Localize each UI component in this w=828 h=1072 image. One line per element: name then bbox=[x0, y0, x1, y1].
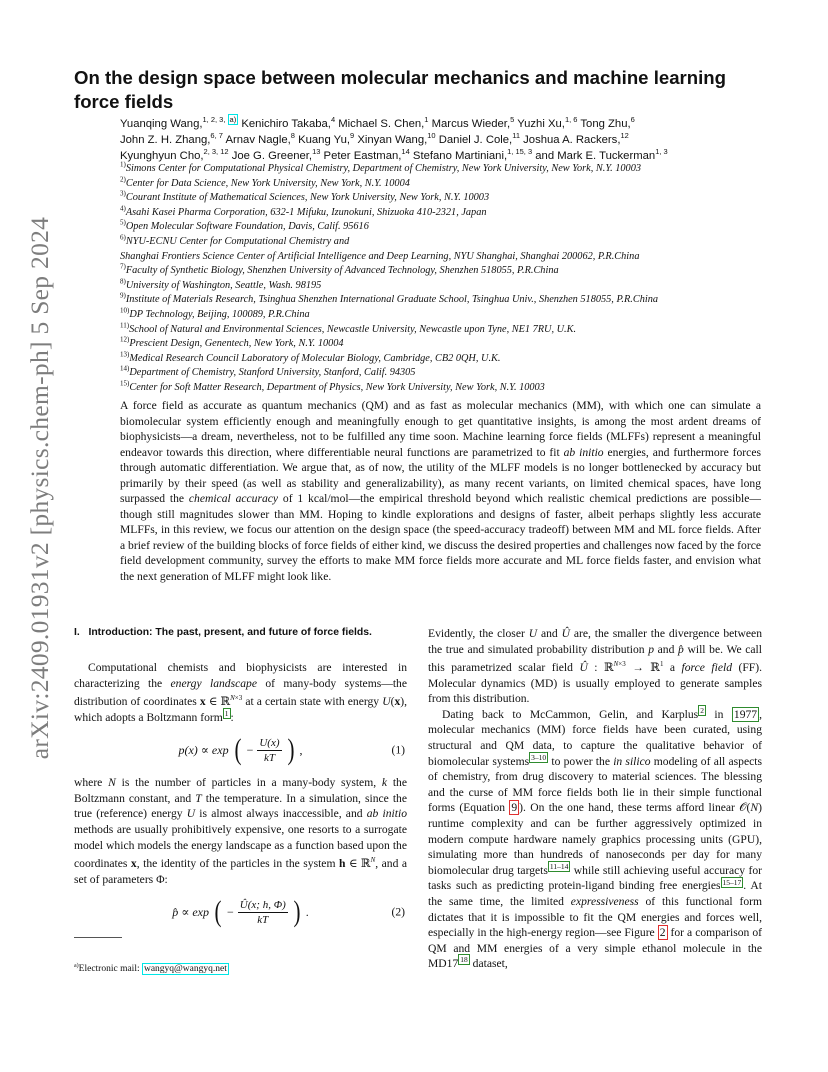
equation-2-fraction bbox=[238, 899, 288, 926]
affiliation-list bbox=[120, 162, 780, 396]
footnote-label: Electronic mail: bbox=[78, 964, 142, 974]
author-line-1: Yuanqing Wang,$^{1, 2, 3, a)}$ Kenichiro Takaba,$^4$ Michael S. Chen,$^1$ Marcus Wieder,$^5$ Yuzhi Xu,$^{1, 6}$ Tong Zhu,$^6$ bbox=[120, 115, 635, 130]
affiliation-text: Faculty of Synthetic Biology, Shenzhen University of Advanced Technology, Shenzhen 518055, P.R.China bbox=[125, 265, 559, 277]
abstract: A force field as accurate as quantum mechanics (QM) and as fast as molecular mechanics (MM), with which one can simulate a biomolecular system efficiently enough and meaningfully enough to get quantitative insights, is among the most ardent dreams of biophysicists—a dream, nevertheless, not to be fulfilled any time soon. Machine learning force fields (MLFFs) represent a meaningful endeavor towards this direction, where differentiable neural functions are parametrized to fit ab initio energies, and furthermore forces through automatic differentiation. We argue that, as of now, the utility of the MLFF models is no longer bottlenecked by accuracy but primarily by their speed (as well as stability and generalizability), as many recent variants, on limited chemical spaces, have long surpassed the chemical accuracy of 1 kcal/mol—the empirical threshold beyond which realistic chemical predictions are possible—though still magnitudes slower than MM. Hoping to kindle explorations and designs of faster, albeit perhaps slightly less accurate MLFFs, in this review, we focus our attention on the design space (the speed-accuracy tradeoff) between MM and ML force fields. After a brief review of the building blocks of force fields of either kind, we discuss the desired properties and challenges now faced by the force field development community, survey the efforts to make MM force fields more accurate and ML force fields faster, and envision what the next generation of MLFF might look like. bbox=[120, 399, 762, 583]
arxiv-identifier[interactable]: arXiv:2409.01931v2 [physics.chem-ph] 5 Sep 2024 bbox=[25, 216, 54, 760]
affiliation-mark: 4) bbox=[120, 204, 126, 213]
affiliation-text: Simons Center for Computational Physical Chemistry, Department of Chemistry, New York University, New York, N.Y. 10003 bbox=[125, 163, 641, 174]
right-paragraph-1: Evidently, the closer U and Û are, the smaller the divergence between the true and simulated probability distribution p and p̂ will be. We call this parametrized scalar field Û : ℝ$^{N\times 3}$ → ℝ$^1$ a force field (FF). Molecular dynamics (MD) is usually employed to generate samples from this distribution. bbox=[428, 627, 763, 706]
section-title: Introduction: The past, present, and future of force fields. bbox=[88, 627, 372, 638]
affiliation-item bbox=[120, 308, 780, 323]
affiliation-mark: 13) bbox=[120, 350, 130, 359]
author-list bbox=[120, 116, 770, 164]
affiliation-mark: 14) bbox=[120, 364, 130, 373]
intro-paragraph-1: Computational chemists and biophysicists are interested in characterizing the energy landscape of many-body systems—the distribution of coordinates x ∈ ℝ$^{N\times 3}$ at a certain state with energy U(x), which adopts a Boltzmann form $^1$ : bbox=[74, 661, 408, 724]
affiliation-item bbox=[120, 293, 780, 308]
affiliation-item bbox=[120, 206, 780, 221]
affiliation-item bbox=[120, 191, 780, 206]
affiliation-text: Asahi Kasei Pharma Corporation, 632-1 Mifuku, Izunokuni, Shizuoka 410-2321, Japan bbox=[125, 206, 487, 218]
intro-paragraph-2: where N is the number of particles in a many-body system, k the Boltzmann constant, and T the temperature. In a simulation, since the true (reference) energy U is almost always inaccessible, and ab initio methods are usually prohibitively expensive, one resorts to a surrogate model which models the energy landscape as a function based upon the coordinates x, the identity of the particles in the system h ∈ ℝ$^N$, and a set of parameters Φ: bbox=[74, 776, 407, 886]
email-link[interactable]: wangyq@wangyq.net bbox=[143, 964, 227, 974]
equation-1-label: (1) bbox=[391, 743, 405, 757]
arxiv-sidebar bbox=[0, 0, 70, 1072]
equation-1-numerator: U(x) bbox=[259, 736, 280, 749]
equation-2-numerator: Û(x; h, Φ) bbox=[239, 898, 286, 911]
affiliation-mark: 6) bbox=[120, 233, 126, 242]
affiliation-item bbox=[120, 235, 780, 250]
affiliation-item bbox=[120, 337, 780, 352]
affiliation-mark: 11) bbox=[120, 321, 130, 330]
affiliation-text: Open Molecular Software Foundation, Davis, Calif. 95616 bbox=[125, 221, 369, 233]
section-number: I. bbox=[74, 627, 80, 638]
affiliation-mark: 5) bbox=[120, 218, 126, 227]
affiliation-text: Center for Data Science, New York University, New York, N.Y. 10004 bbox=[125, 177, 410, 189]
affiliation-mark: 3) bbox=[120, 189, 126, 198]
affiliation-item bbox=[120, 352, 780, 367]
affiliation-mark: 7) bbox=[120, 262, 126, 271]
affiliation-text: Institute of Materials Research, Tsinghua Shenzhen International Graduate School, Tsinghua Univ., Shenzhen 518055, P.R.China bbox=[125, 294, 659, 306]
affiliation-mark: 9) bbox=[120, 291, 126, 300]
equation-2-denominator: kT bbox=[257, 913, 269, 926]
affiliation-text: Prescient Design, Genentech, New York, N.Y. 10004 bbox=[129, 338, 344, 350]
affiliation-text: Center for Soft Matter Research, Department of Physics, New York University, New York, N.Y. 10003 bbox=[129, 381, 545, 393]
affiliation-text: School of Natural and Environmental Sciences, Newcastle University, Newcastle upon Tyne, NE1 7RU, U.K. bbox=[129, 323, 577, 335]
author-line-3: Kyunghyun Cho,$^{2, 3, 12}$ Joe G. Greener,$^{13}$ Peter Eastman,$^{14}$ Stefano Martiniani,$^{1, 15, 3}$ and Mark E. Tuckerman$^{1, 3}$ bbox=[120, 147, 668, 162]
footnote-mark: a) bbox=[74, 962, 79, 969]
affiliation-text: University of Washington, Seattle, Wash. 98195 bbox=[125, 279, 322, 291]
author-line-2: John Z. H. Zhang,$^{6, 7}$ Arnav Nagle,$^8$ Kuang Yu,$^9$ Xinyan Wang,$^{10}$ Daniel J. Cole,$^{11}$ Joshua A. Rackers,$^{12}$ bbox=[120, 131, 629, 146]
affiliation-item bbox=[120, 250, 780, 265]
footnote-divider bbox=[74, 937, 122, 938]
affiliation-item bbox=[120, 264, 780, 279]
right-column bbox=[428, 626, 762, 972]
equation-2-lhs: p̂ ∝ exp bbox=[172, 904, 210, 919]
affiliation-item bbox=[120, 162, 780, 177]
affiliation-item bbox=[120, 366, 780, 381]
affiliation-item bbox=[120, 279, 780, 294]
affiliation-mark: 15) bbox=[120, 379, 130, 388]
affiliation-item bbox=[120, 177, 780, 192]
affiliation-item bbox=[120, 323, 780, 338]
affiliation-text: DP Technology, Beijing, 100089, P.R.China bbox=[129, 308, 310, 320]
right-paragraph-2: Dating back to McCammon, Gelin, and Karplus $^2$ in 1977 , molecular mechanics (MM) force fields have been curated, using structural and QM data, to capture the qualitative behavior of biomolecular systems $^{3-10}$ to power the in silico modeling of all aspects of chemistry, from drug discovery to material sciences. The blessing and the curse of MM force fields both lie in their simple functional forms (Equation 9 ). On the one hand, these terms afford linear 𝒪(N) runtime complexity and can be further aggressively optimized in modern compute hardware namely graphics processing units (GPU), simulating more than hundreds of nanoseconds per day for many biomolecular drug targets $^{11-14}$ while still achieving useful accuracy for tasks such as predicting protein-ligand binding free energies $^{15-17}$ . At the same time, the limited expressiveness of this functional form dictates that it is impossible to fit the QM energies and forces well, especially in the high-energy region—see Figure 2 for a comparison of QM and MM energies of a very simple ethanol molecule in the MD17 $^{18}$ dataset, bbox=[428, 705, 763, 971]
left-column bbox=[74, 626, 407, 937]
section-heading bbox=[74, 626, 407, 640]
equation-2: p̂ ∝ exp ( − $\frac{Û(x; h, \Phi)}{kT}$ ) . (2) bbox=[172, 895, 405, 929]
affiliation-mark: 12) bbox=[120, 335, 130, 344]
affiliation-item bbox=[120, 220, 780, 235]
footnote bbox=[74, 963, 229, 975]
affiliation-mark: 1) bbox=[120, 160, 126, 169]
affiliation-text: Courant Institute of Mathematical Sciences, New York University, New York, N.Y. 10003 bbox=[125, 192, 490, 204]
equation-1-denominator: kT bbox=[263, 751, 275, 764]
equation-1-fraction bbox=[257, 737, 281, 764]
affiliation-mark: 8) bbox=[120, 277, 126, 286]
affiliation-text: NYU-ECNU Center for Computational Chemistry and bbox=[125, 235, 350, 247]
equation-2-label: (2) bbox=[391, 905, 405, 919]
affiliation-item bbox=[120, 381, 780, 396]
equation-1: p(x) ∝ exp ( − $\frac{U(x)}{kT}$ ) , (1) bbox=[178, 733, 405, 767]
equation-1-lhs: p(x) ∝ exp bbox=[178, 742, 229, 757]
affiliation-mark: 2) bbox=[120, 175, 126, 184]
paper-title: On the design space between molecular mechanics and machine learning force fields bbox=[74, 67, 727, 112]
affiliation-text: Medical Research Council Laboratory of Molecular Biology, Cambridge, CB2 0QH, U.K. bbox=[129, 352, 501, 364]
affiliation-mark: 10) bbox=[120, 306, 130, 315]
affiliation-text: Shanghai Frontiers Science Center of Artificial Intelligence and Deep Learning, NYU Shanghai, Shanghai 200062, P.R.China bbox=[120, 250, 640, 262]
affiliation-text: Department of Chemistry, Stanford University, Stanford, Calif. 94305 bbox=[129, 367, 416, 379]
